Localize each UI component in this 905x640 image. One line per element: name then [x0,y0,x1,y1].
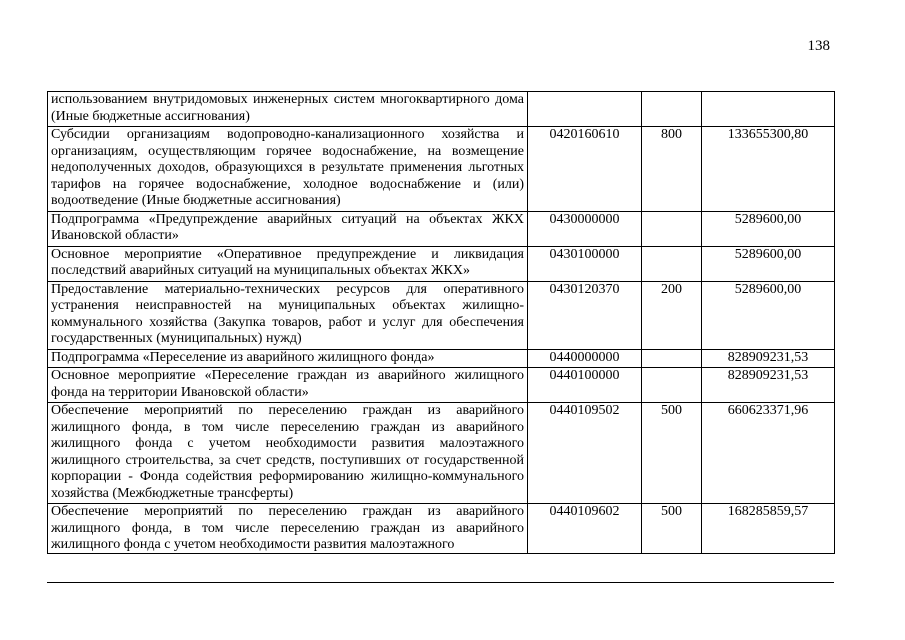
table-row [48,127,835,212]
row-name: Обеспечение мероприятий по переселению граждан из аварийного жилищного фонда, в том числе переселению граждан из аварийного жилищного фонда с учетом необходимости развития малоэтажного [51,504,524,552]
table-bottom-border [47,582,834,583]
row-name: Подпрограмма «Переселение из аварийного жилищного фонда» [48,349,528,368]
row-target-code: 0440109602 [528,504,642,554]
row-expense-type [642,368,702,403]
row-expense-type: 500 [642,504,702,554]
row-amount: 5289600,00 [702,211,835,246]
row-amount: 133655300,80 [702,127,835,212]
page-number: 138 [807,38,830,54]
row-expense-type [642,246,702,281]
table-row [48,92,835,127]
row-target-code: 0430000000 [528,211,642,246]
table-row [48,403,835,504]
table-row [48,504,835,554]
row-name: Основное мероприятие «Переселение граждан из аварийного жилищного фонда на территории Ивановской области» [48,368,528,403]
table-row [48,281,835,349]
table-row [48,349,835,368]
row-name: Обеспечение мероприятий по переселению граждан из аварийного жилищного фонда, в том числе переселению граждан из аварийного жилищного фонда с учетом необходимости развития малоэтажного жилищного строительства, за счет средств, поступивших от государственной корпорации - Фонда содействия реформированию жилищно-коммунального хозяйства (Межбюджетные трансферты) [48,403,528,504]
row-name: использованием внутридомовых инженерных систем многоквартирного дома (Иные бюджетные ассигнования) [48,92,528,127]
row-name: Подпрограмма «Предупреждение аварийных ситуаций на объектах ЖКХ Ивановской области» [48,211,528,246]
row-amount: 828909231,53 [702,349,835,368]
row-target-code: 0420160610 [528,127,642,212]
row-target-code: 0440100000 [528,368,642,403]
row-expense-type: 500 [642,403,702,504]
row-amount: 168285859,57 [702,504,835,554]
row-amount: 5289600,00 [702,281,835,349]
table-row [48,368,835,403]
row-name: Предоставление материально-технических ресурсов для оперативного устранения неисправностей на муниципальных объектах жилищно-коммунального хозяйства (Закупка товаров, работ и услуг для обеспечения государственных (муниципальных) нужд) [48,281,528,349]
row-target-code: 0430100000 [528,246,642,281]
budget-table [47,91,835,554]
row-expense-type: 200 [642,281,702,349]
row-target-code: 0430120370 [528,281,642,349]
row-name: Субсидии организациям водопроводно-канализационного хозяйства и организациям, осуществляющим горячее водоснабжение, на возмещение недополученных доходов, образующихся в результате применения льготных тарифов на горячее водоснабжение, холодное водоснабжение и (или) водоотведение (Иные бюджетные ассигнования) [48,127,528,212]
row-target-code: 0440000000 [528,349,642,368]
row-name: Основное мероприятие «Оперативное предупреждение и ликвидация последствий аварийных ситуаций на муниципальных объектах ЖКХ» [48,246,528,281]
row-amount [702,92,835,127]
row-amount: 660623371,96 [702,403,835,504]
row-expense-type [642,349,702,368]
row-expense-type [642,211,702,246]
row-name-cell [48,504,528,554]
table-row [48,246,835,281]
table-row [48,211,835,246]
row-target-code [528,92,642,127]
row-expense-type: 800 [642,127,702,212]
row-amount: 5289600,00 [702,246,835,281]
row-expense-type [642,92,702,127]
row-amount: 828909231,53 [702,368,835,403]
row-target-code: 0440109502 [528,403,642,504]
